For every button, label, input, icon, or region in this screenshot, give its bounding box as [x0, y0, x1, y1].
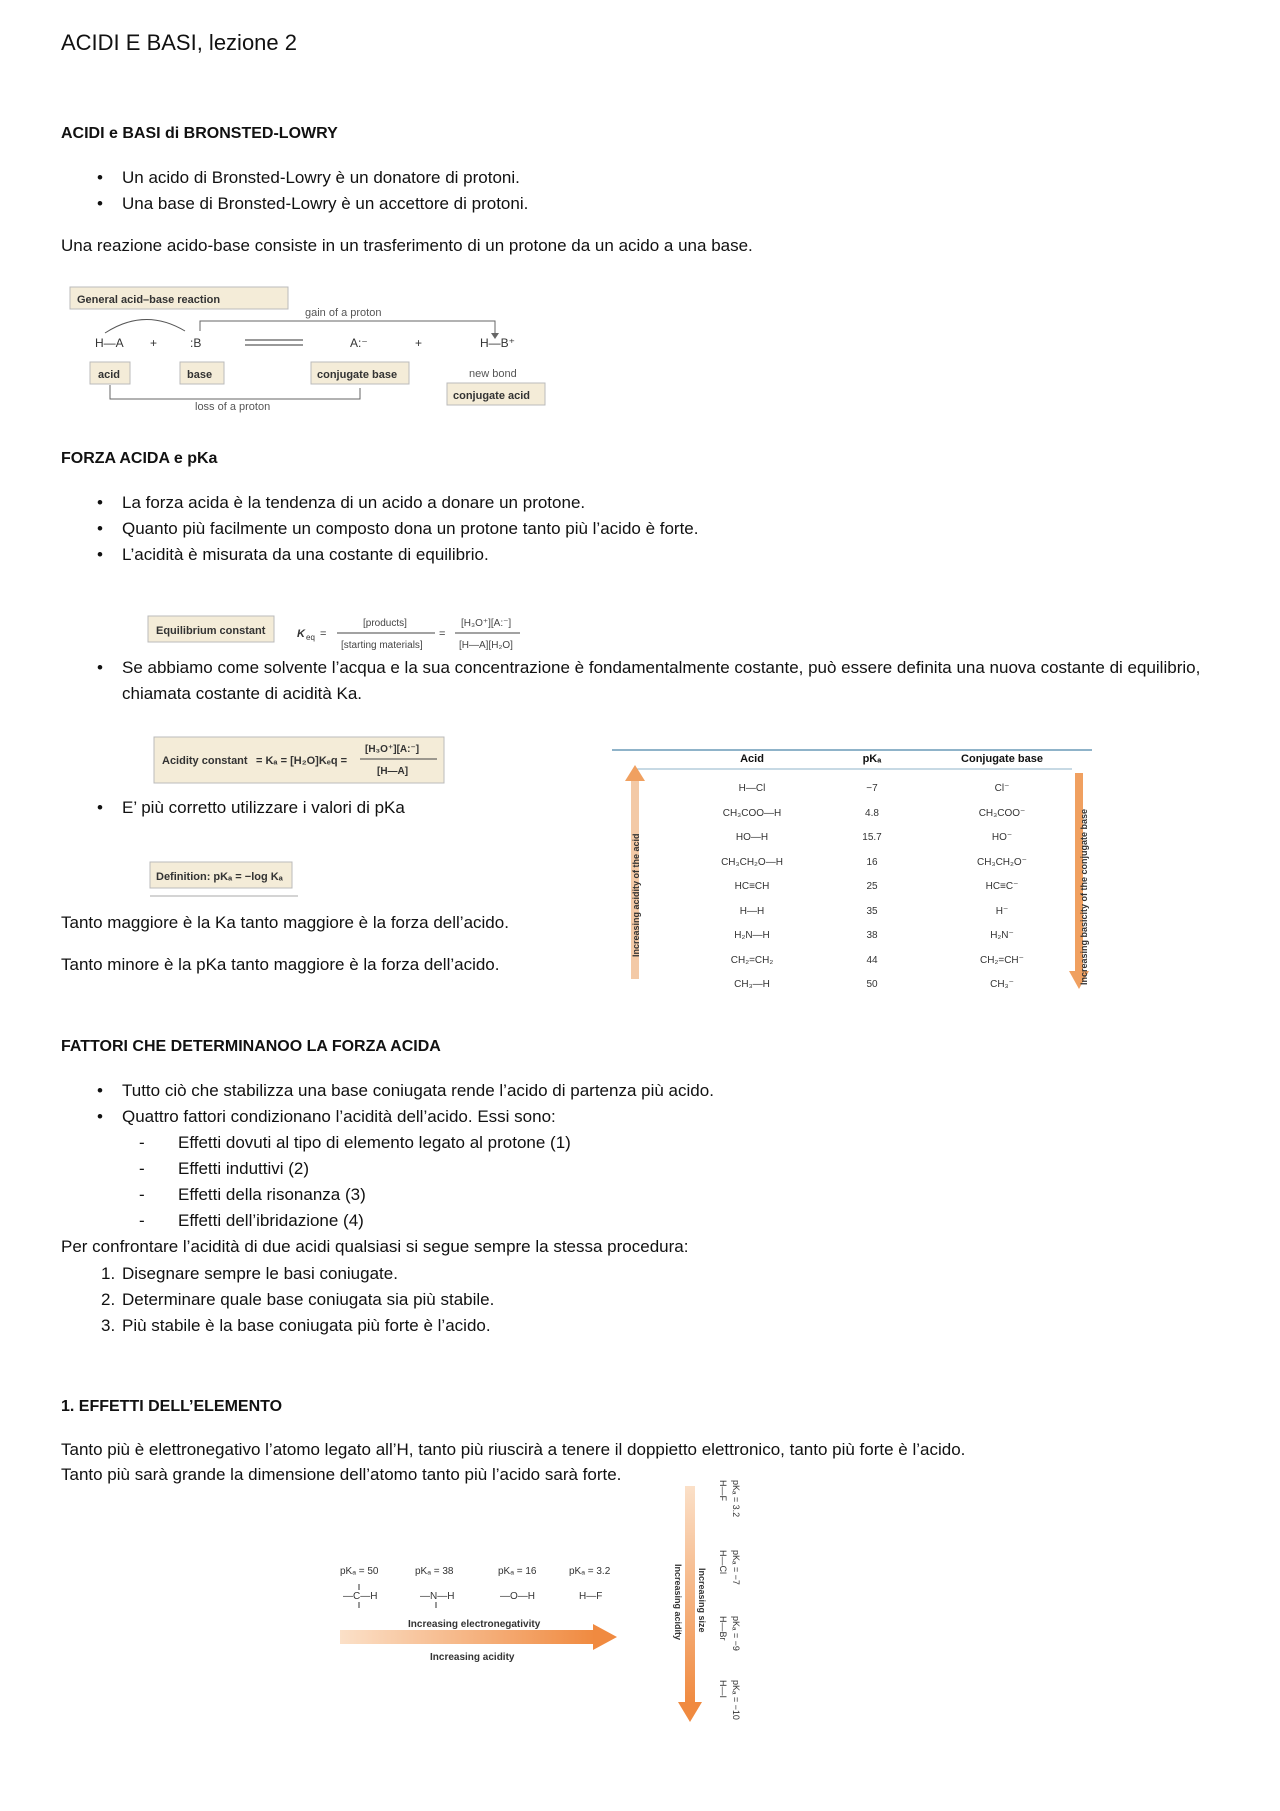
- list-item: - Effetti della risonanza (3): [61, 1182, 571, 1208]
- acidity-label: Increasing acidity: [430, 1652, 515, 1663]
- table-header-acid: Acid: [740, 753, 764, 765]
- bullet-list-3: [61, 655, 1201, 707]
- paragraph-pka: Tanto minore è la pKa tanto maggiore è la forza dell’acido.: [61, 955, 500, 974]
- acid-hf: H—F: [718, 1480, 728, 1501]
- bullet-list-2: [61, 490, 699, 568]
- list-item: [61, 1287, 494, 1313]
- acid-hbr: H—Br: [718, 1616, 728, 1641]
- acidity-denominator: [H—A]: [377, 766, 409, 777]
- dash-list: [61, 1130, 571, 1234]
- table-cell: CH₃CH₂O⁻: [977, 856, 1027, 868]
- table-cell: HO—H: [735, 832, 769, 843]
- table-cell: Cl⁻: [994, 783, 1010, 794]
- pka-table: [612, 745, 1092, 995]
- bullet-list-5: [61, 1078, 714, 1130]
- figure-electronegativity: [335, 1562, 635, 1672]
- list-item: • Tutto ciò che stabilizza una base coniugata rende l’acido di partenza più acido.: [61, 1078, 714, 1104]
- acidity-arrow-shaft: [685, 1486, 695, 1704]
- pka-ch: pKₐ = 50: [340, 1566, 379, 1577]
- table-cell: H₂N—H: [734, 930, 770, 941]
- acid-hcl: H—Cl: [718, 1550, 728, 1574]
- table-cell: H—Cl: [738, 783, 766, 794]
- equals-sign: =: [439, 628, 446, 640]
- group-oh: —O—H: [500, 1591, 535, 1602]
- pka-hf: pKₐ = 3.2: [731, 1480, 741, 1518]
- plus-sign: +: [150, 336, 158, 350]
- bullet-list-1: [61, 165, 528, 217]
- table-cell: CH₃⁻: [990, 979, 1014, 990]
- acidity-constant-expression: = Kₐ = [H₂O]Kₑq =: [256, 755, 348, 767]
- table-cell: 50: [866, 979, 878, 990]
- acidity-constant-label: Acidity constant: [162, 755, 248, 767]
- list-item: - Effetti dovuti al tipo di elemento legato al protone (1): [61, 1130, 571, 1156]
- list-item: • L’acidità è misurata da una costante di equilibrio.: [61, 542, 699, 568]
- pka-hcl: pKₐ = −7: [731, 1550, 741, 1585]
- equals-sign: =: [320, 628, 327, 640]
- pka-hbr: pKₐ = −9: [731, 1616, 741, 1651]
- list-item-text: Più stabile è la base coniugata più forte è l’acido.: [122, 1316, 491, 1335]
- table-cell: 35: [866, 905, 878, 917]
- paragraph-electronegativity: Tanto più è elettronegativo l’atomo legato all’H, tanto più riuscirà a tenere il doppietto elettronico, tanto più forte è l’acido.: [61, 1440, 966, 1459]
- numerator-products: [products]: [363, 618, 407, 629]
- table-cell: 15.7: [862, 832, 882, 843]
- group-hf: H—F: [579, 1591, 603, 1602]
- conjugate-base-label: conjugate base: [317, 369, 398, 381]
- numbered-list: [61, 1261, 494, 1339]
- heading-effetti-elemento: 1. EFFETTI DELL’ELEMENTO: [61, 1398, 283, 1415]
- table-cell: 16: [866, 856, 878, 868]
- list-number: 3.: [101, 1316, 116, 1335]
- table-cell: CH₃COO—H: [722, 807, 782, 819]
- keq-subscript: eq: [306, 633, 315, 642]
- list-item: • Una base di Bronsted-Lowry è un accettore di protoni.: [61, 191, 528, 217]
- equation-acidity-constant: [152, 735, 452, 787]
- heading-bronsted-lowry: ACIDI e BASI di BRONSTED-LOWRY: [61, 125, 338, 142]
- list-item: • Quanto più facilmente un composto dona un protone tanto più l’acido è forte.: [61, 516, 699, 542]
- list-item: • E’ più corretto utilizzare i valori di pKa: [61, 795, 405, 821]
- loss-proton-line: [110, 385, 360, 399]
- table-cell: H₂N⁻: [990, 930, 1014, 941]
- table-cell: H—H: [739, 905, 765, 917]
- heading-fattori: FATTORI CHE DETERMINANOO LA FORZA ACIDA: [61, 1038, 441, 1055]
- table-cell: HC≡C⁻: [985, 881, 1019, 892]
- a-minus-label: A:⁻: [350, 336, 368, 350]
- acidity-axis-label: Increasing acidity of the acid: [631, 833, 641, 957]
- list-item: [61, 655, 1232, 707]
- eq-label: Equilibrium constant: [156, 625, 266, 637]
- table-header-pka: pKₐ: [862, 753, 882, 765]
- new-bond-label: new bond: [469, 368, 517, 380]
- page-title: ACIDI E BASI, lezione 2: [61, 30, 297, 55]
- electronegativity-arrow-head: [593, 1624, 617, 1650]
- loss-proton-label: loss of a proton: [195, 401, 271, 413]
- numerator-ions: [H₃O⁺][A:⁻]: [461, 618, 512, 629]
- list-item: [61, 1313, 494, 1339]
- acid-label: acid: [98, 369, 121, 381]
- group-nh: —N—H: [420, 1591, 455, 1602]
- acidity-arrow-head: [625, 765, 645, 781]
- bullet-list-4: [61, 795, 405, 821]
- conjugate-acid-label: conjugate acid: [453, 390, 531, 402]
- pka-hi: pKₐ = −10: [731, 1680, 741, 1720]
- table-cell: 38: [866, 930, 878, 941]
- hb-label: H—B⁺: [480, 336, 516, 350]
- keq-symbol: K: [297, 628, 305, 640]
- denominator-acid-water: [H—A][H₂O]: [459, 640, 513, 651]
- figure-label: General acid–base reaction: [77, 294, 221, 306]
- ha-label: H—A: [95, 336, 124, 350]
- paragraph-ka: Tanto maggiore è la Ka tanto maggiore è la forza dell’acido.: [61, 913, 509, 932]
- table-cell: HO⁻: [991, 832, 1013, 843]
- gain-proton-label: gain of a proton: [305, 307, 382, 319]
- electronegativity-arrow-shaft: [340, 1630, 595, 1644]
- list-item-text: Determinare quale base coniugata sia più stabile.: [122, 1290, 495, 1309]
- heading-forza-acida: FORZA ACIDA e pKa: [61, 450, 218, 467]
- list-number: 1.: [101, 1264, 116, 1283]
- equation-pka-definition: [148, 860, 308, 900]
- plus-sign: +: [415, 336, 423, 350]
- pka-oh: pKₐ = 16: [498, 1566, 537, 1577]
- list-item: • Quattro fattori condizionano l’acidità dell’acido. Essi sono:: [61, 1104, 714, 1130]
- paragraph-size: Tanto più sarà grande la dimensione dell’atomo tanto più l’acido sarà forte.: [61, 1465, 622, 1484]
- table-cell: CH₃COO⁻: [978, 807, 1026, 819]
- electronegativity-label: Increasing electronegativity: [408, 1619, 541, 1630]
- group-ch: —C—H: [343, 1591, 378, 1602]
- list-item-text: Disegnare sempre le basi coniugate.: [122, 1264, 398, 1283]
- table-cell: CH₃CH₂O—H: [721, 856, 783, 868]
- figure-atom-size: [660, 1478, 750, 1730]
- paragraph-procedure: Per confrontare l’acidità di due acidi qualsiasi si segue sempre la stessa procedura:: [61, 1237, 689, 1256]
- list-item-text: Se abbiamo come solvente l’acqua e la sua concentrazione è fondamentalmente costante, può essere definita una nuova costante di equilibrio, chiamata costante di acidità Ka.: [122, 658, 1201, 703]
- table-cell: CH₂=CH₂: [730, 954, 774, 966]
- table-cell: CH₂=CH⁻: [980, 954, 1024, 966]
- paragraph-acid-base-reaction: Una reazione acido-base consiste in un trasferimento di un protone da un acido a una base.: [61, 236, 753, 255]
- list-item: • Un acido di Bronsted-Lowry è un donatore di protoni.: [61, 165, 528, 191]
- acidity-arrow-head: [678, 1702, 702, 1722]
- curved-arrow: [105, 319, 185, 333]
- table-cell: −7: [866, 783, 878, 794]
- list-number: 2.: [101, 1290, 116, 1309]
- denominator-starting-materials: [starting materials]: [341, 640, 423, 651]
- list-item: - Effetti dell’ibridazione (4): [61, 1208, 571, 1234]
- table-header-conjugate-base: Conjugate base: [961, 753, 1043, 765]
- base-label: base: [187, 369, 213, 381]
- figure-general-acid-base-reaction: [55, 285, 555, 415]
- table-cell: 4.8: [865, 807, 879, 819]
- increasing-size-label: Increasing size: [697, 1568, 707, 1633]
- list-item: • La forza acida è la tendenza di un acido a donare un protone.: [61, 490, 699, 516]
- table-cell: H⁻: [995, 905, 1009, 917]
- table-cell: 25: [866, 881, 878, 892]
- gain-proton-line: [200, 321, 495, 335]
- acidity-numerator: [H₃O⁺][A:⁻]: [365, 744, 420, 755]
- table-cell: CH₃—H: [734, 979, 770, 990]
- b-label: :B: [190, 336, 202, 350]
- list-item: - Effetti induttivi (2): [61, 1156, 571, 1182]
- increasing-acidity-label: Increasing acidity: [673, 1564, 683, 1641]
- list-item: [61, 1261, 494, 1287]
- pka-definition-label: Definition: pKₐ = −log Kₐ: [156, 871, 283, 883]
- acid-hi: H—I: [718, 1680, 728, 1698]
- pka-hf: pKₐ = 3.2: [569, 1566, 611, 1577]
- table-cell: 44: [866, 954, 878, 966]
- table-cell: HC≡CH: [734, 881, 770, 892]
- basicity-axis-label: Increasing basicity of the conjugate base: [1079, 808, 1089, 985]
- pka-nh: pKₐ = 38: [415, 1566, 454, 1577]
